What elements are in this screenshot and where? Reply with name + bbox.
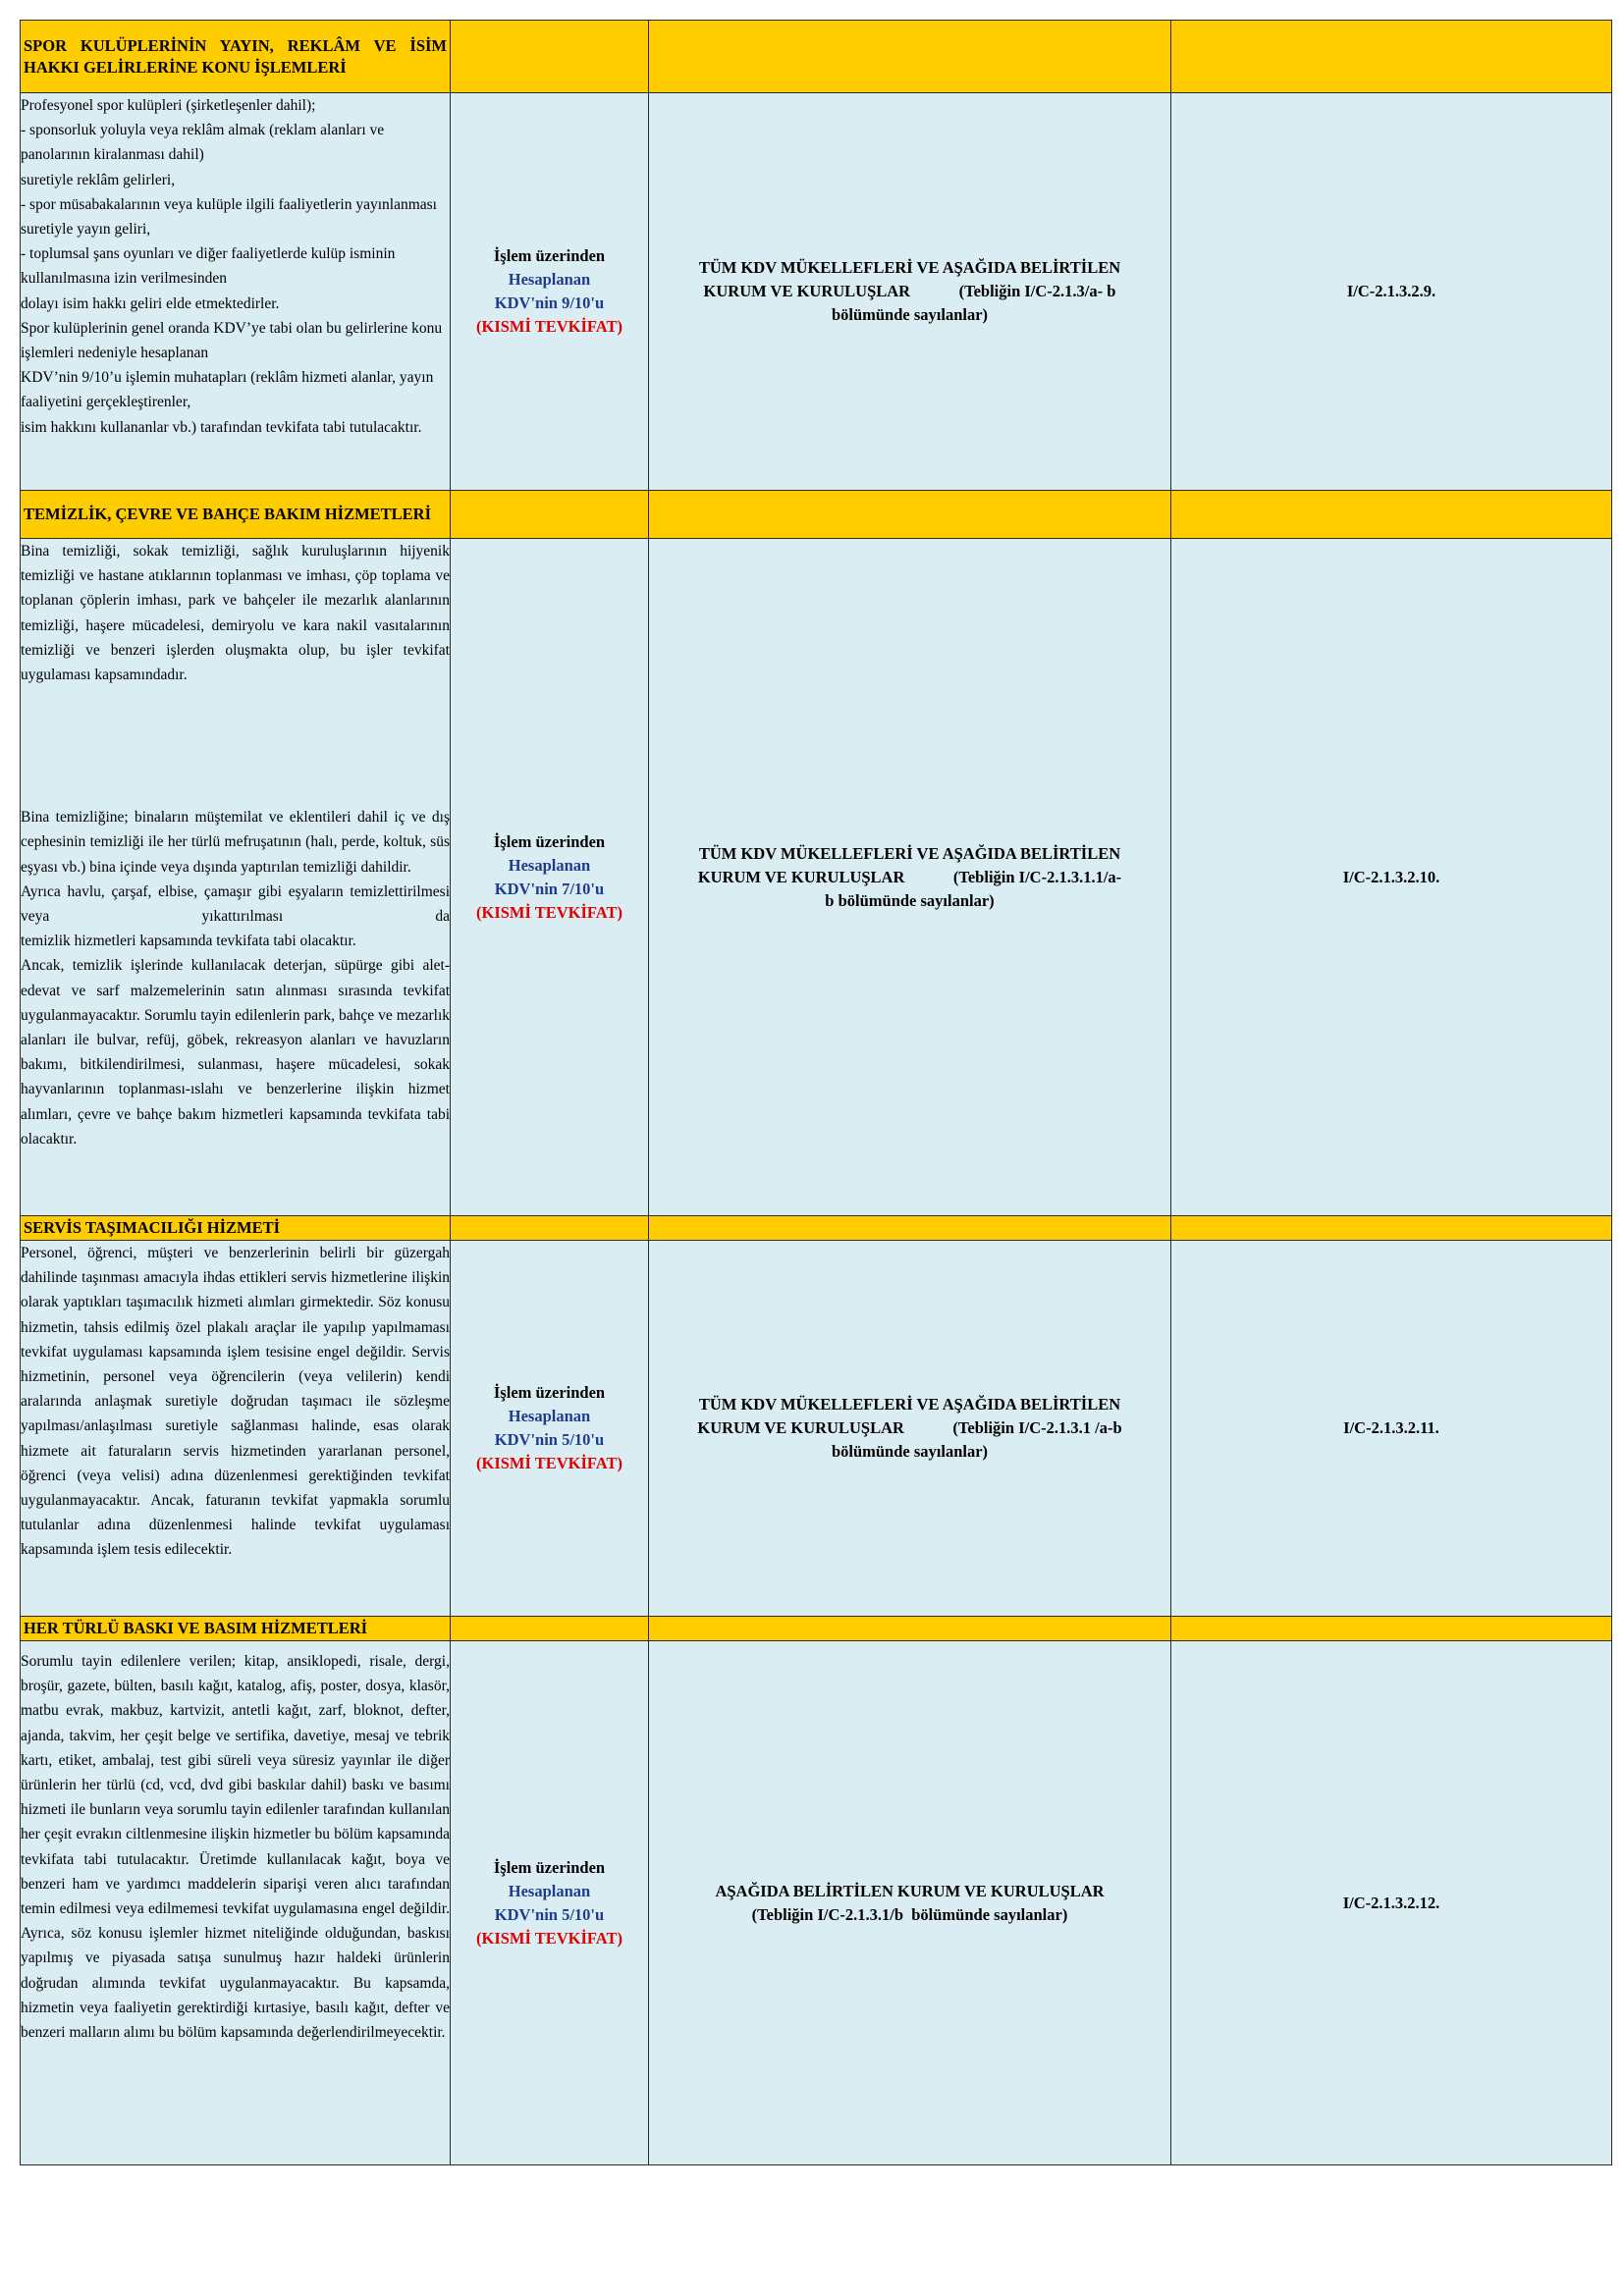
description-line: KDV’nin 9/10’u işlemin muhatapları (reklâm hizmeti alanlar, yayın faaliyetini gerçekleştirenler, [21,369,434,411]
section-body-row [21,1641,1612,2165]
rate-cell [451,93,649,491]
scope-line: KURUM VE KURULUŞLAR (Tebliğin I/C-2.1.3/a- b [703,282,1116,300]
scope-line: b bölümünde sayılanlar) [825,890,995,910]
scope-line: (Tebliğin I/C-2.1.3.1/b bölümünde sayılanlar) [751,1904,1068,1924]
description-cell [21,1641,451,2165]
description-cell [21,93,451,491]
description-paragraph: temizlik hizmetleri kapsamında tevkifata tabi olacaktır. [21,933,356,950]
reference-cell: I/C-2.1.3.2.10. [1171,539,1612,1216]
description-line: - toplumsal şans oyunları ve diğer faaliyetlerde kulüp isminin kullanılmasına izin verilmesinden [21,245,396,288]
section-header-cell [21,1617,451,1641]
section-header-row [21,1216,1612,1241]
scope-line: AŞAĞIDA BELİRTİLEN KURUM VE KURULUŞLAR [715,1881,1105,1900]
scope-line: bölümünde sayılanlar) [831,1442,989,1461]
rate-line: İşlem üzerinden [493,831,606,851]
scope-cell [649,1241,1171,1617]
description-line: - spor müsabakalarının veya kulüple ilgili faaliyetlerin yayınlanması suretiyle yayın geliri, [21,195,437,239]
reference-cell: I/C-2.1.3.2.11. [1171,1241,1612,1617]
rate-line: Hesaplanan [508,270,591,289]
description-paragraph: Bina temizliği, sokak temizliği, sağlık kuruluşlarının hijyenik temizliği ve hastane atıklarının toplanması ve imhası, çöp toplama ve toplanan çöplerin imhası, park ve bahçeler ile mezarlık alanlarının temizliği, haşere mücadelesi, demiryolu ve kara nakil vasıtalarının temizliği ve benzeri işlerden oluşmakta olup, bu işler tevkifat uygulaması kapsamındadır. [21,543,450,684]
description-paragraph: Personel, öğrenci, müşteri ve benzerlerinin belirli bir güzergah dahilinde taşınması amacıyla ihdas ettikleri servis hizmetlerine ilişkin olarak yaptıkları taşımacılık hizmeti alımları girmektedir. Söz konusu hizmetin, tahsis edilmiş özel plakalı araçlar ile yapılıp yapılmaması tevkifat uygulaması kapsamında işlem tesisine engel değildir. Servis hizmetinin, personel veya öğrencilerin (veya velilerin) kendi aralarında anlaşmak suretiyle doğrudan taşımacı ile sözleşme yapılması/anlaşılması suretiyle sağlanması halinde, esas olarak hizmete ait faturaların servis hizmetinden yararlanan personel, öğrenci (veya velisi) adına düzenlenmesi gerektiğinden tevkifat uygulanmayacaktır. Ancak, faturanın tevkifat yapmakla sorumlu tutulanlar adına düzenlenmesi halinde tevkifat uygulaması kapsamında işlem tesis edilecektir. [21,1245,450,1559]
description-paragraph: Ancak, temizlik işlerinde kullanılacak deterjan, süpürge gibi alet-edevat ve sarf malzemelerinin satın alınması sırasında tevkifat uygulanmayacaktır. Sorumlu tayin edilenlerin park, bahçe ve mezarlık alanları ile bulvar, refüj, göbek, rekreasyon alanları ve havuzların bakımı, bitkilendirilmesi, sulanması, haşere mücadelesi, sokak hayvanlarının toplanması-ıslahı ve benzerlerine ilişkin hizmet alımları, çevre ve bahçe bakım hizmetleri kapsamında tevkifata tabi olacaktır. [21,957,450,1148]
description-cell [21,1241,451,1617]
reference-cell: I/C-2.1.3.2.12. [1171,1641,1612,2165]
rate-type: (KISMİ TEVKİFAT) [476,317,623,336]
scope-line: KURUM VE KURULUŞLAR (Tebliğin I/C-2.1.3.1.1/a- [697,867,1122,886]
scope-line: bölümünde sayılanlar) [831,305,989,324]
section-body-row [21,539,1612,1216]
section-body-row [21,93,1612,491]
section-header-cell [21,1216,451,1241]
description-line: - sponsorluk yoluyla veya reklâm almak (reklam alanları ve panolarının kiralanması dahil) [21,122,385,164]
scope-cell [649,93,1171,491]
section-header-row [21,21,1612,93]
description-line: suretiyle reklâm gelirleri, [21,171,176,188]
section-header-row [21,491,1612,539]
rate-value: KDV'nin 5/10'u [494,1430,605,1449]
scope-line: TÜM KDV MÜKELLEFLERİ VE AŞAĞIDA BELİRTİLEN [698,1395,1121,1414]
rate-value: KDV'nin 9/10'u [494,294,605,312]
rate-type: (KISMİ TEVKİFAT) [476,1928,623,1948]
rate-line: İşlem üzerinden [493,1857,606,1877]
description-line: Spor kulüplerinin genel oranda KDV’ye tabi olan bu gelirlerine konu işlemleri nedeniyle hesaplanan [21,319,443,362]
section-title: SERVİS TAŞIMACILIĞI HİZMETİ [24,1218,281,1237]
description-line: dolayı isim hakkı geliri elde etmektedirler. [21,294,280,312]
scope-line: TÜM KDV MÜKELLEFLERİ VE AŞAĞIDA BELİRTİLEN [698,258,1121,277]
description-paragraph: Bina temizliğine; binaların müştemilat ve eklentileri dahil iç ve dış cephesinin temizliği ile her türlü mefruşatının (halı, perde, koltuk, süs eşyası vb.) bina içinde veya dışında yaptırılan temizliği dahildir. [21,809,450,876]
rate-line: Hesaplanan [508,1407,591,1425]
section-title: TEMİZLİK, ÇEVRE VE BAHÇE BAKIM HİZMETLERİ [24,505,432,523]
withholding-table [20,20,1612,2165]
rate-line: Hesaplanan [508,855,591,875]
rate-cell [451,539,649,1216]
section-title: SPOR KULÜPLERİNİN YAYIN, REKLÂM VE İSİM HAKKI GELİRLERİNE KONU İŞLEMLERİ [24,35,447,77]
rate-value: KDV'nin 5/10'u [494,1904,605,1924]
section-title: HER TÜRLÜ BASKI VE BASIM HİZMETLERİ [24,1619,368,1637]
section-header-row [21,1617,1612,1641]
rate-value: KDV'nin 7/10'u [494,879,605,898]
section-header-cell [21,21,451,93]
rate-cell [451,1641,649,2165]
section-header-cell [21,491,451,539]
description-paragraph: Ayrıca havlu, çarşaf, elbise, çamaşır gibi eşyaların temizlettirilmesi veya yıkattırılması da [21,882,450,926]
rate-line: İşlem üzerinden [493,246,606,265]
rate-cell [451,1241,649,1617]
scope-line: KURUM VE KURULUŞLAR (Tebliğin I/C-2.1.3.1 /a-b [697,1418,1122,1437]
scope-cell [649,539,1171,1216]
description-line: Profesyonel spor kulüpleri (şirketleşenler dahil); [21,97,316,114]
description-paragraph: Sorumlu tayin edilenlere verilen; kitap, ansiklopedi, risale, dergi, broşür, gazete, bülten, basılı kağıt, katalog, afiş, poster, dosya, klasör, matbu evrak, makbuz, kartvizit, antetli kağıt, zarf, bloknot, defter, ajanda, takvim, her çeşit belge ve sertifika, davetiye, mesaj ve tebrik kartı, etiket, ambalaj, test gibi süreli veya süresiz yayınlar ile diğer ürünlerin her türlü (cd, vcd, dvd gibi baskılar dahil) baskı ve basımı hizmeti ile bunların veya sorumlu tayin edilenler tarafından kullanılan her çeşit evrakın ciltlenmesine ilişkin hizmetler bu bölüm kapsamında tevkifata tabi tutulacaktır. Üretimde kullanılacak kağıt, boya ve benzeri ham ve yardımcı maddelerin siparişi veren alıcı tarafından temin edilmesi veya edilmemesi tevkifat uygulamasına engel değildir. Ayrıca, söz konusu işlemler hizmet niteliğinde olduğundan, baskısı yapılmış ve piyasada satışa sunulmuş hazır haldeki ürünlerin doğrudan alımında tevkifat uygulanmayacaktır. Bu kapsamda, hizmetin veya faaliyetin gerektirdiği kırtasiye, basılı kağıt, defter ve benzeri malların alımı bu bölüm kapsamında değerlendirilmeyecektir. [21,1653,450,2042]
section-body-row [21,1241,1612,1617]
scope-cell [649,1641,1171,2165]
reference-cell: I/C-2.1.3.2.9. [1171,93,1612,491]
rate-line: Hesaplanan [508,1881,591,1900]
description-line: isim hakkını kullananlar vb.) tarafından tevkifata tabi tutulacaktır. [21,418,422,436]
rate-type: (KISMİ TEVKİFAT) [476,902,623,922]
scope-line: TÜM KDV MÜKELLEFLERİ VE AŞAĞIDA BELİRTİLEN [698,843,1121,863]
description-cell [21,539,451,1216]
rate-type: (KISMİ TEVKİFAT) [476,1454,623,1472]
rate-line: İşlem üzerinden [493,1383,606,1402]
